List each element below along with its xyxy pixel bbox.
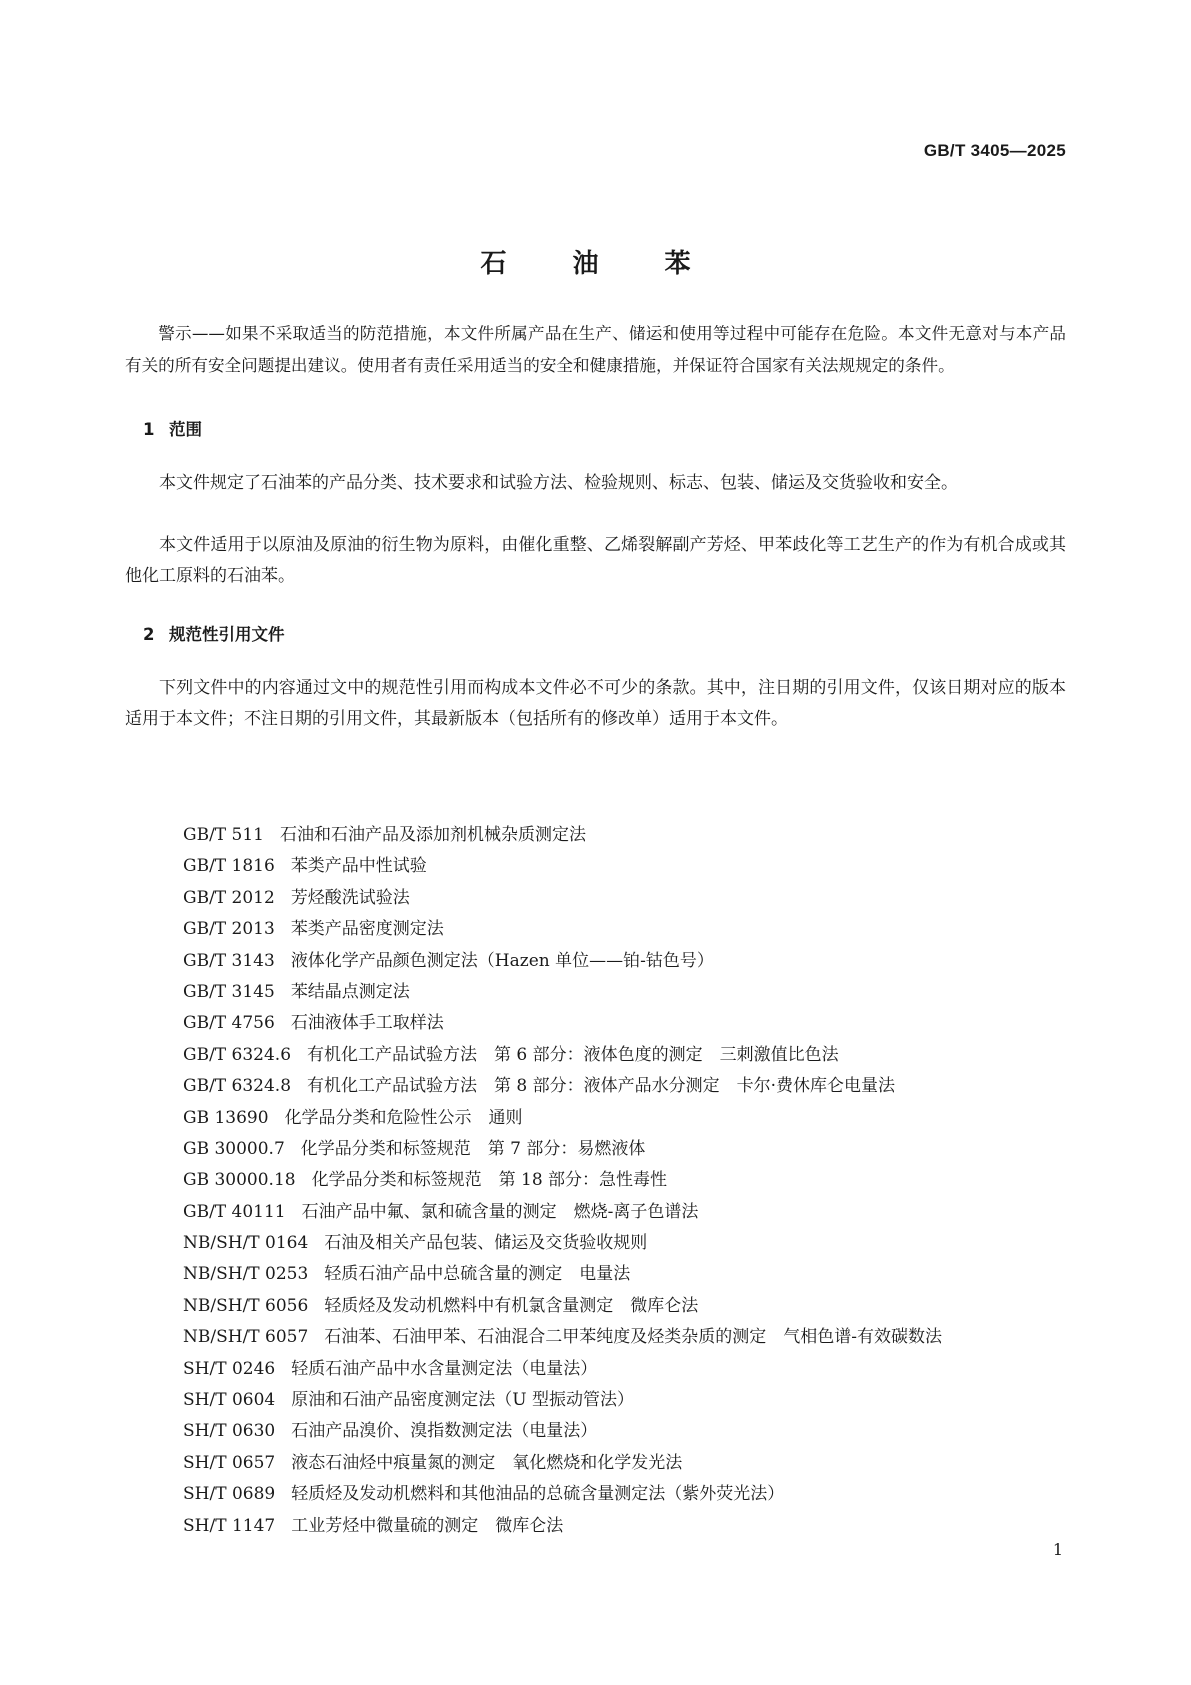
reference-code: GB/T 4756: [183, 1013, 275, 1034]
section-title: 规范性引用文件: [169, 625, 285, 644]
section-2-heading: [143, 621, 285, 645]
reference-title: 苯类产品中性试验: [290, 856, 427, 877]
reference-item: [183, 1291, 1083, 1322]
reference-item: [183, 1103, 1083, 1134]
reference-code: SH/T 0630: [183, 1421, 276, 1442]
reference-title: 石油苯、石油甲苯、石油混合二甲苯纯度及烃类杂质的测定 气相色谱-有效碳数法: [324, 1327, 943, 1348]
reference-code: SH/T 1147: [183, 1515, 276, 1536]
reference-title: 苯结晶点测定法: [290, 981, 410, 1002]
reference-title: 石油产品溴价、溴指数测定法（电量法）: [291, 1421, 598, 1442]
reference-list: [183, 820, 1083, 1542]
reference-title: 轻质烃及发动机燃料和其他油品的总硫含量测定法（紫外荧光法）: [291, 1484, 785, 1505]
reference-code: GB/T 40111: [183, 1201, 286, 1222]
reference-code: GB/T 6324.8: [183, 1076, 292, 1097]
reference-title: 有机化工产品试验方法 第 8 部分：液体产品水分测定 卡尔·费休库仑电量法: [307, 1076, 896, 1097]
reference-title: 工业芳烃中微量硫的测定 微库仑法: [291, 1515, 564, 1536]
reference-code: GB/T 6324.6: [183, 1044, 292, 1065]
reference-title: 轻质烃及发动机燃料中有机氯含量测定 微库仑法: [324, 1295, 699, 1316]
scope-paragraph-2: 本文件适用于以原油及原油的衍生物为原料，由催化重整、乙烯裂解副产芳烃、甲苯歧化等工艺生产的作为有机合成或其他化工原料的石油苯。: [125, 535, 1066, 586]
document-title: 石 油 苯: [480, 249, 711, 279]
reference-code: SH/T 0657: [183, 1452, 276, 1473]
reference-title: 化学品分类和危险性公示 通则: [284, 1107, 523, 1128]
reference-item: [183, 914, 1083, 945]
reference-item: [183, 1228, 1083, 1259]
reference-item: [183, 1008, 1083, 1039]
reference-code: GB 13690: [183, 1107, 269, 1128]
reference-title: 石油产品中氟、氯和硫含量的测定 燃烧-离子色谱法: [301, 1201, 699, 1222]
reference-title: 有机化工产品试验方法 第 6 部分：液体色度的测定 三刺激值比色法: [307, 1044, 839, 1065]
reference-item: [183, 1197, 1083, 1228]
reference-item: [183, 1165, 1083, 1196]
reference-title: 原油和石油产品密度测定法（U 型振动管法）: [291, 1390, 634, 1411]
reference-item: [183, 883, 1083, 914]
reference-title: 化学品分类和标签规范 第 18 部分：急性毒性: [311, 1170, 668, 1191]
reference-title: 芳烃酸洗试验法: [290, 887, 410, 908]
reference-code: GB/T 3143: [183, 950, 275, 971]
reference-item: [183, 1416, 1083, 1447]
reference-title: 石油液体手工取样法: [290, 1013, 444, 1034]
doc-code: GB/T 3405—2025: [923, 141, 1066, 160]
reference-title: 轻质石油产品中总硫含量的测定 电量法: [324, 1264, 631, 1285]
reference-item: [183, 1385, 1083, 1416]
reference-item: [183, 1322, 1083, 1353]
reference-code: GB 30000.7: [183, 1138, 285, 1159]
reference-code: GB 30000.18: [183, 1170, 296, 1191]
references-intro: 下列文件中的内容通过文中的规范性引用而构成本文件必不可少的条款。其中，注日期的引用文件，仅该日期对应的版本适用于本文件；不注日期的引用文件，其最新版本（包括所有的修改单）适用于本文件。: [125, 678, 1066, 729]
section-number: 2: [143, 625, 155, 644]
reference-item: [183, 1511, 1083, 1542]
reference-title: 苯类产品密度测定法: [290, 919, 444, 940]
warning-paragraph: 警示——如果不采取适当的防范措施，本文件所属产品在生产、储运和使用等过程中可能存在危险。本文件无意对与本产品有关的所有安全问题提出建议。使用者有责任采用适当的安全和健康措施，并保证符合国家有关法规规定的条件。: [125, 324, 1066, 375]
reference-item: [183, 1354, 1083, 1385]
reference-title: 液态石油烃中痕量氮的测定 氧化燃烧和化学发光法: [291, 1452, 683, 1473]
reference-code: NB/SH/T 0253: [183, 1264, 309, 1285]
section-number: 1: [143, 420, 155, 439]
reference-code: GB/T 511: [183, 825, 264, 845]
reference-item: [183, 851, 1083, 882]
reference-item: [183, 1259, 1083, 1290]
reference-item: [183, 1448, 1083, 1479]
reference-title: 石油和石油产品及添加剂机械杂质测定法: [280, 825, 586, 845]
reference-item: [183, 977, 1083, 1008]
reference-code: GB/T 2013: [183, 919, 275, 940]
scope-paragraph-1: 本文件规定了石油苯的产品分类、技术要求和试验方法、检验规则、标志、包装、储运及交货验收和安全。: [159, 473, 958, 493]
reference-title: 轻质石油产品中水含量测定法（电量法）: [291, 1358, 598, 1379]
reference-code: SH/T 0689: [183, 1484, 276, 1505]
reference-code: NB/SH/T 6056: [183, 1295, 309, 1316]
reference-item: [183, 946, 1083, 977]
reference-code: NB/SH/T 0164: [183, 1233, 309, 1254]
reference-title: 化学品分类和标签规范 第 7 部分：易燃液体: [300, 1138, 646, 1159]
reference-code: GB/T 2012: [183, 887, 275, 908]
reference-item: [183, 1040, 1083, 1071]
reference-code: GB/T 3145: [183, 981, 275, 1002]
section-title: 范围: [169, 420, 202, 439]
page-number: 1: [1052, 1540, 1063, 1559]
section-1-heading: [143, 416, 202, 440]
reference-item: [183, 1479, 1083, 1510]
reference-code: SH/T 0246: [183, 1358, 276, 1379]
reference-item: [183, 1134, 1083, 1165]
reference-title: 石油及相关产品包装、储运及交货验收规则: [324, 1233, 648, 1254]
reference-code: NB/SH/T 6057: [183, 1327, 309, 1348]
reference-item: [183, 820, 1083, 851]
reference-code: GB/T 1816: [183, 856, 275, 877]
reference-item: [183, 1071, 1083, 1102]
reference-code: SH/T 0604: [183, 1390, 276, 1411]
reference-title: 液体化学产品颜色测定法（Hazen 单位——铂-钴色号）: [290, 950, 714, 971]
